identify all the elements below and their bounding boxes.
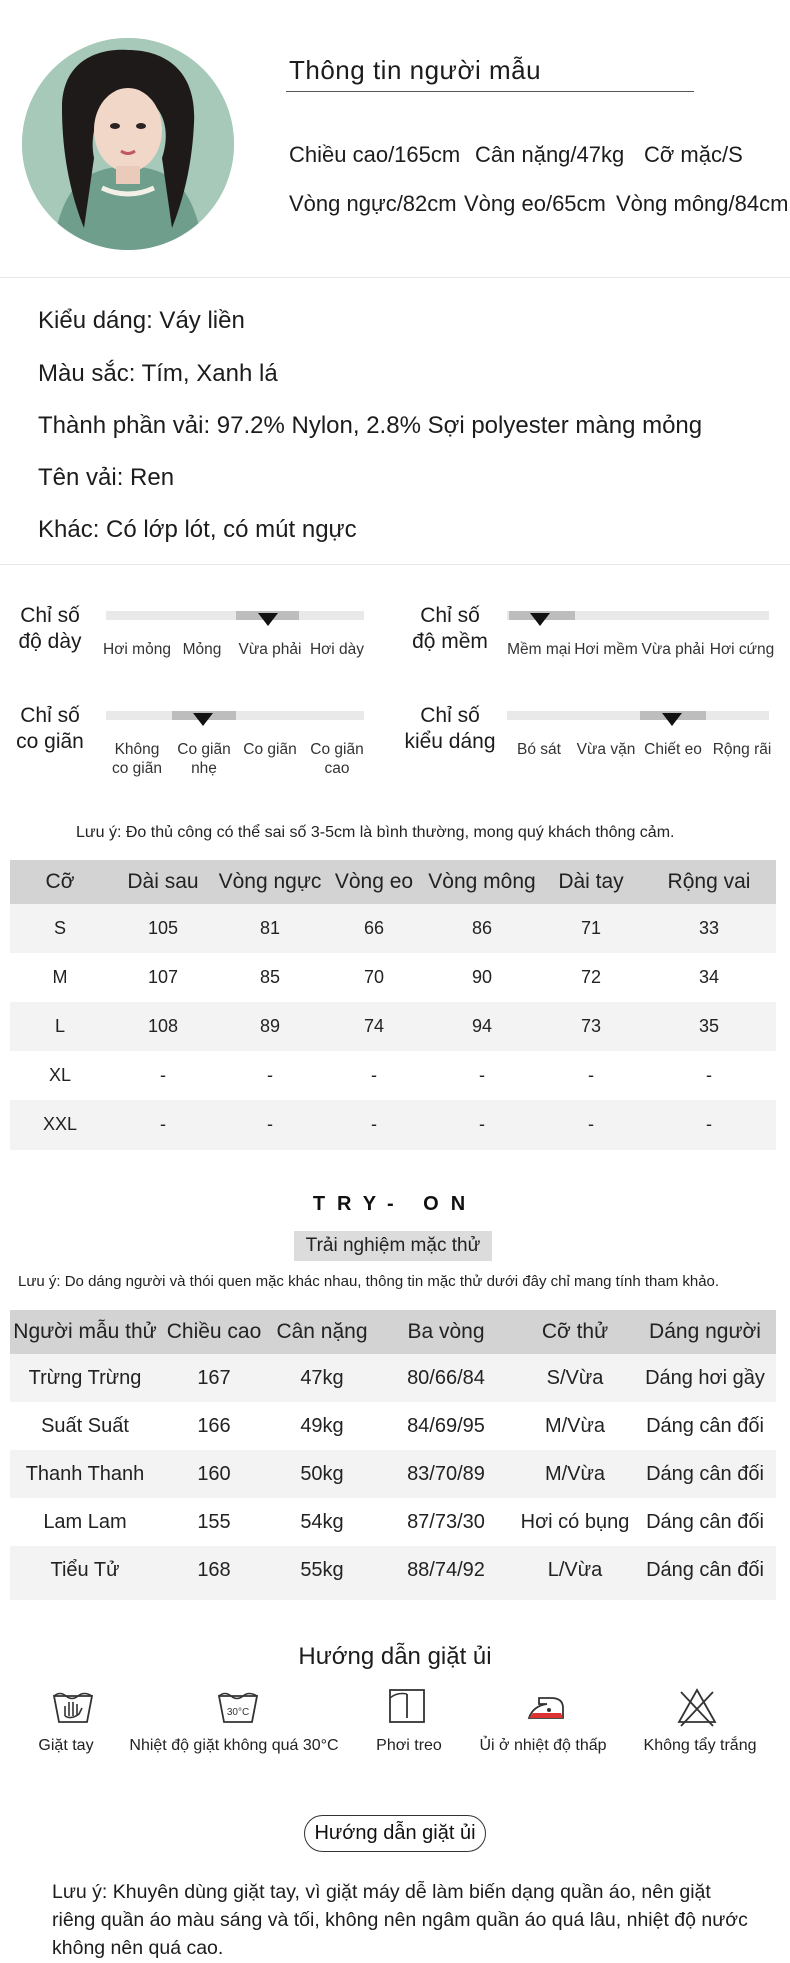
size-col-header: Vòng ngực <box>218 870 322 893</box>
tryon-table-cell: 155 <box>197 1510 231 1533</box>
tryon-col-header: Cân nặng <box>276 1320 368 1343</box>
softness-option: Hơi cứng <box>709 641 775 658</box>
svg-text:30°C: 30°C <box>226 1707 250 1718</box>
size-table-cell: - <box>479 1114 485 1134</box>
product-color: Màu sắc: Tím, Xanh lá <box>38 360 278 387</box>
size-table-cell: - <box>267 1065 273 1085</box>
size-table-cell: 35 <box>698 1016 720 1036</box>
size-table-cell: 89 <box>259 1016 281 1036</box>
thickness-scale-marker <box>258 613 278 626</box>
care-label: Không tẩy trắng <box>643 1737 757 1754</box>
model-waist: Vòng eo/65cm <box>464 191 606 216</box>
care-label: Nhiệt độ giặt không quá 30°C <box>129 1737 339 1754</box>
tryon-table-cell: 50kg <box>300 1462 344 1485</box>
care-title: Hướng dẫn giặt ủi <box>298 1643 492 1670</box>
size-table <box>10 860 776 1150</box>
fit-scale-label <box>402 703 498 755</box>
tryon-table-row <box>10 1354 776 1402</box>
size-col-header: Dài tay <box>558 870 624 893</box>
stretch-option: Không co giãn <box>112 741 162 777</box>
care-note: Lưu ý: Khuyên dùng giặt tay, vì giặt máy dễ làm biến dạng quần áo, nên giặt riêng quần áo màu sáng và tối, không nên ngâm quần áo quá lâu, nhiệt độ nước không nên quá cao. <box>52 1881 748 1959</box>
fit-option: Vừa vặn <box>576 741 636 758</box>
size-table-cell: 73 <box>580 1016 602 1036</box>
tryon-table-cell: Suất Suất <box>41 1414 129 1437</box>
stretch-option: Co giãn cao <box>310 741 364 777</box>
care-label: Phơi treo <box>376 1737 442 1754</box>
model-height: Chiều cao/165cm <box>289 142 461 167</box>
thickness-scale-label <box>14 603 86 655</box>
model-size: Cỡ mặc/S <box>644 142 743 167</box>
size-table-row <box>10 1002 776 1051</box>
size-col-header: Vòng mông <box>428 870 536 893</box>
size-table-cell: - <box>588 1114 594 1134</box>
model-avatar <box>22 38 234 250</box>
tryon-subtitle: Trải nghiệm mặc thử <box>294 1231 492 1261</box>
model-hip: Vòng mông/84cm <box>616 191 789 216</box>
product-fabric: Thành phần vải: 97.2% Nylon, 2.8% Sợi polyester màng mỏng <box>38 412 703 439</box>
size-table-cell: L <box>54 1016 65 1036</box>
fit-option: Rộng rãi <box>712 741 772 758</box>
stretch-label-line-1: Chỉ số <box>20 704 80 727</box>
thickness-label-line-2: độ dày <box>18 630 82 653</box>
size-table-row <box>10 953 776 1002</box>
size-table-cell: - <box>479 1065 485 1085</box>
thickness-scale-bar <box>106 611 364 620</box>
fit-scale-marker <box>662 713 682 726</box>
tryon-table-cell: L/Vừa <box>547 1558 603 1581</box>
tryon-table-cell: 54kg <box>300 1510 344 1533</box>
tryon-table-cell: Hơi có bụng <box>520 1510 630 1533</box>
size-table-cell: S <box>53 918 66 938</box>
stretch-scale-marker <box>193 713 213 726</box>
size-table-cell: - <box>160 1114 166 1134</box>
size-table-cell: 107 <box>147 967 179 987</box>
size-col-header: Vòng eo <box>334 870 414 893</box>
size-table-cell: 66 <box>363 918 385 938</box>
product-fabric-name: Tên vải: Ren <box>38 464 175 491</box>
size-table-cell: XL <box>48 1065 72 1085</box>
model-info-section <box>0 0 790 278</box>
fit-scale-bar <box>507 711 769 720</box>
size-table-cell: XXL <box>42 1114 78 1134</box>
tryon-table-cell: 47kg <box>300 1366 344 1389</box>
tryon-table-row <box>10 1498 776 1546</box>
fit-label-line-1: Chỉ số <box>420 704 480 727</box>
tryon-table-row <box>10 1402 776 1450</box>
softness-option: Vừa phải <box>641 641 705 658</box>
size-table-cell: - <box>588 1065 594 1085</box>
size-table-row <box>10 1100 776 1149</box>
tryon-table-cell: Dáng cân đối <box>646 1558 764 1581</box>
tryon-table-cell: Thanh Thanh <box>25 1462 145 1485</box>
tryon-table-cell: Dáng hơi gầy <box>645 1366 765 1389</box>
product-info-section <box>0 279 790 565</box>
wash-30-icon <box>163 1686 313 1726</box>
tryon-table-cell: Tiểu Tử <box>50 1558 120 1581</box>
tryon-col-header: Dáng người <box>649 1320 761 1343</box>
care-label: Giặt tay <box>38 1737 94 1754</box>
tryon-table-cell: 88/74/92 <box>407 1558 485 1581</box>
tryon-table-cell: 83/70/89 <box>407 1462 485 1485</box>
title-underline <box>286 91 694 92</box>
care-label: Ủi ở nhiệt độ thấp <box>479 1737 607 1754</box>
size-table-cell: 74 <box>363 1016 385 1036</box>
model-bust: Vòng ngực/82cm <box>289 191 457 216</box>
size-table-cell: 72 <box>580 967 602 987</box>
softness-label-line-2: độ mềm <box>412 630 488 653</box>
size-table-cell: 90 <box>471 967 493 987</box>
tryon-table <box>10 1310 776 1600</box>
fit-label-line-2: kiểu dáng <box>404 730 496 753</box>
thickness-option: Hơi mỏng <box>103 641 171 658</box>
size-table-cell: 85 <box>259 967 281 987</box>
thickness-label-line-1: Chỉ số <box>20 604 80 627</box>
size-col-header: Dài sau <box>127 870 199 893</box>
tryon-table-cell: Dáng cân đối <box>646 1510 764 1533</box>
tryon-table-cell: 55kg <box>300 1558 344 1581</box>
hand-wash-icon <box>0 1686 148 1726</box>
thickness-option: Mỏng <box>182 641 222 658</box>
tryon-table-cell: 49kg <box>300 1414 344 1437</box>
size-table-cell: M <box>52 967 68 987</box>
tryon-col-header: Cỡ thử <box>541 1320 609 1343</box>
size-table-row <box>10 904 776 953</box>
iron-low-icon <box>471 1686 621 1726</box>
softness-scale-label <box>410 603 490 655</box>
stretch-scale-label <box>14 703 86 755</box>
stretch-option: Co giãn nhẹ <box>177 741 231 777</box>
tryon-table-cell: 160 <box>197 1462 231 1485</box>
size-table-cell: - <box>706 1065 712 1085</box>
tryon-table-cell: M/Vừa <box>544 1462 606 1485</box>
thickness-option: Vừa phải <box>238 641 302 658</box>
size-table-cell: 94 <box>471 1016 493 1036</box>
tryon-table-row <box>10 1546 776 1594</box>
size-note: Lưu ý: Đo thủ công có thể sai số 3-5cm là bình thường, mong quý khách thông cảm. <box>76 824 675 841</box>
size-table-cell: 33 <box>698 918 720 938</box>
tryon-note: Lưu ý: Do dáng người và thói quen mặc khác nhau, thông tin mặc thử dưới đây chỉ mang tính tham khảo. <box>18 1273 720 1290</box>
model-weight: Cân nặng/47kg <box>475 142 625 167</box>
softness-option: Hơi mềm <box>574 641 638 658</box>
hang-dry-icon <box>332 1686 482 1726</box>
thickness-option: Hơi dày <box>309 641 365 658</box>
fit-option: Bó sát <box>517 741 561 758</box>
tryon-table-cell: Dáng cân đối <box>646 1414 764 1437</box>
tryon-col-header: Ba vòng <box>407 1320 485 1343</box>
tryon-title: TRY- ON <box>312 1193 478 1215</box>
size-table-cell: - <box>267 1114 273 1134</box>
fit-option: Chiết eo <box>644 741 702 758</box>
stretch-option: Co giãn <box>243 741 297 758</box>
tryon-col-header: Người mẫu thử <box>13 1320 157 1343</box>
size-table-cell: - <box>160 1065 166 1085</box>
model-info-title: Thông tin người mẫu <box>289 55 542 85</box>
size-table-cell: 81 <box>259 918 281 938</box>
size-table-cell: - <box>706 1114 712 1134</box>
tryon-table-cell: 166 <box>197 1414 231 1437</box>
softness-scale-marker <box>530 613 550 626</box>
size-table-header <box>10 860 776 904</box>
size-table-cell: 105 <box>147 918 179 938</box>
tryon-table-cell: Lam Lam <box>43 1510 127 1533</box>
product-other: Khác: Có lớp lót, có mút ngực <box>38 516 357 543</box>
tryon-table-cell: 168 <box>197 1558 231 1581</box>
product-style: Kiểu dáng: Váy liền <box>38 307 245 334</box>
tryon-table-row <box>10 1450 776 1498</box>
size-table-cell: 34 <box>698 967 720 987</box>
size-table-row <box>10 1051 776 1100</box>
care-guide-pill: Hướng dẫn giặt ủi <box>304 1815 486 1852</box>
tryon-col-header: Chiều cao <box>166 1320 262 1343</box>
tryon-table-cell: M/Vừa <box>544 1414 606 1437</box>
stretch-label-line-2: co giãn <box>16 730 84 753</box>
tryon-table-cell: Trừng Trừng <box>28 1366 142 1389</box>
size-table-cell: 71 <box>580 918 602 938</box>
tryon-table-cell: 84/69/95 <box>407 1414 485 1437</box>
tryon-table-header <box>10 1310 776 1354</box>
tryon-table-cell: 167 <box>197 1366 231 1389</box>
size-table-cell: 86 <box>471 918 493 938</box>
softness-label-line-1: Chỉ số <box>420 604 480 627</box>
size-table-cell: - <box>371 1114 377 1134</box>
size-col-header: Rộng vai <box>667 870 751 893</box>
size-table-cell: 108 <box>147 1016 179 1036</box>
tryon-table-cell: S/Vừa <box>546 1366 604 1389</box>
softness-option: Mềm mại <box>507 641 571 658</box>
size-col-header: Cỡ <box>45 870 75 893</box>
size-table-cell: 70 <box>363 967 385 987</box>
tryon-table-cell: 80/66/84 <box>407 1366 485 1389</box>
size-table-cell: - <box>371 1065 377 1085</box>
tryon-table-cell: 87/73/30 <box>407 1510 485 1533</box>
tryon-table-cell: Dáng cân đối <box>646 1462 764 1485</box>
no-bleach-icon <box>622 1686 772 1728</box>
